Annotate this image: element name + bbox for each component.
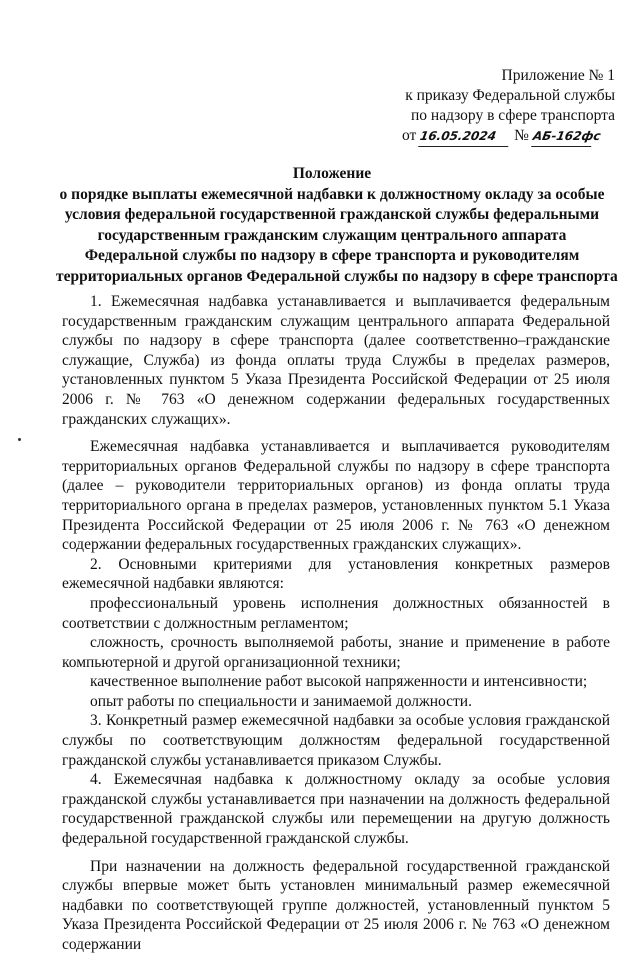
title-line: государственным гражданским служащим центрального аппарата — [97, 226, 567, 244]
appendix-agency: по надзору в сфере транспорта — [410, 107, 615, 124]
title-line: условия федеральной государственной гражданской службы федеральными — [64, 206, 600, 223]
title-line: территориальных органов Федеральной службы по надзору в сфере транспорта — [56, 267, 618, 285]
handwritten-date: 16.05.2024 — [418, 126, 512, 147]
order-date-number — [400, 126, 615, 147]
paragraph-4: 4. Ежемесячная надбавка к должностному окладу за особые условия гражданской службы устанавливается при назначении на должность федеральной государственной гражданской службы или перемещении на другую должность федеральной государственной гражданской службы. — [62, 771, 610, 848]
criterion-1: профессиональный уровень исполнения должностных обязанностей в соответствии с должностным регламентом; — [62, 594, 610, 632]
appendix-header — [400, 66, 615, 147]
document-body — [62, 292, 610, 955]
title-line: Положение — [292, 165, 372, 182]
paragraph-3-item: 3. Конкретный размер ежемесячной надбавки за особые условия гражданской службы по соответствующим должностям федеральной государственной гражданской службы устанавливается приказом Службы. — [62, 712, 610, 769]
handwritten-number: АБ-162фс — [531, 126, 595, 147]
number-label: № — [514, 127, 529, 144]
title-line: о порядке выплаты ежемесячной надбавки к должностному окладу за особые — [59, 185, 605, 203]
margin-mark — [18, 438, 21, 441]
criterion-3: качественное выполнение работ высокой напряженности и интенсивности; — [90, 673, 588, 691]
appendix-number: Приложение № 1 — [501, 67, 615, 84]
paragraph-3: 2. Основными критериями для установления конкретных размеров ежемесячной надбавки являются: — [62, 555, 610, 593]
document-title — [56, 164, 618, 287]
paragraph-2: Ежемесячная надбавка устанавливается и выплачивается руководителям территориальных органов Федеральной службы по надзору в сфере транспорта (далее – руководители территориальных органов) из фонда оплаты труда территориального органа в пределах размеров, установленных пунктом 5.1 Указа Президента Российской Федерации от 25 июля 2006 г. № 763 «О денежном содержании федеральных государственных гражданских служащих». — [62, 438, 610, 554]
from-label: от — [402, 127, 417, 144]
criterion-2: сложность, срочность выполняемой работы, знание и применение в работе компьютерной и другой организационной техники; — [62, 634, 610, 671]
appendix-order-ref: к приказу Федеральной службы — [405, 87, 615, 104]
paragraph-5: При назначении на должность федеральной государственной гражданской службы впервые может быть установлен минимальный размер ежемесячной надбавки по соответствующей группе должностей, установленный пунктом 5 Указа Президента Российской Федерации от 25 июля 2006 г. № 763 «О денежном содержании — [62, 857, 610, 953]
criterion-4: опыт работы по специальности и занимаемой должности. — [90, 692, 472, 710]
title-line: Федеральной службы по надзору в сфере транспорта и руководителям — [84, 247, 580, 264]
paragraph-1: 1. Ежемесячная надбавка устанавливается и выплачивается федеральным государственным гражданским служащим центрального аппарата Федеральной службы по надзору в сфере транспорта (далее соответственно–гражданские служащие, Служба) из фонда оплаты труда Службы в пределах размеров, установленных пунктом 5 Указа Президента Российской Федерации от 25 июля 2006 г. № 763 «О денежном содержании федеральных государственных гражданских служащих». — [62, 293, 610, 428]
